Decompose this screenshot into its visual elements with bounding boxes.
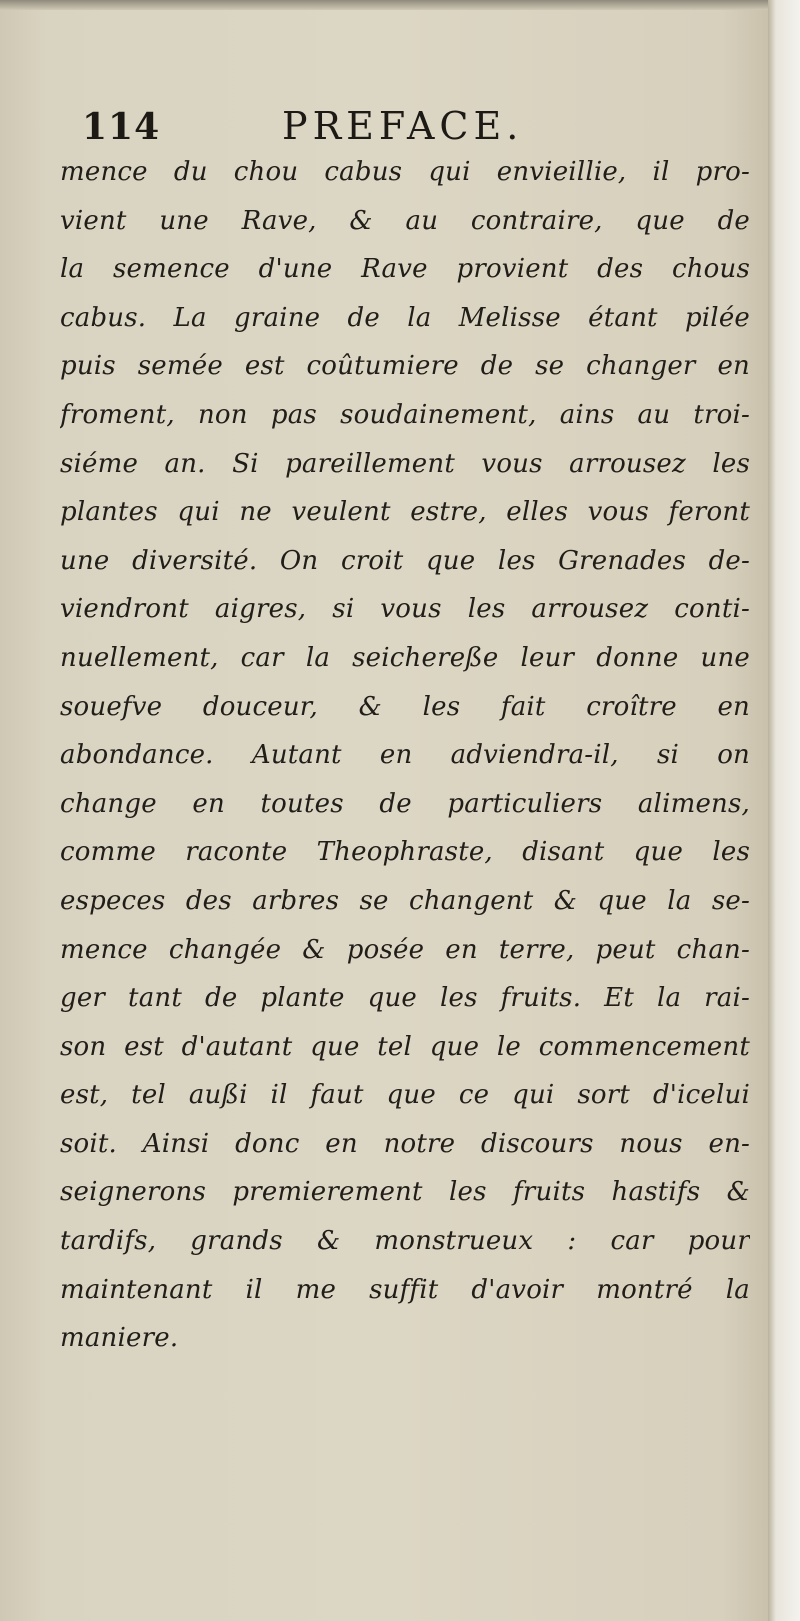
page-header (82, 104, 722, 150)
text-line: la semence d'une Rave provient des chous (60, 254, 750, 285)
text-line: maniere. (60, 1323, 179, 1354)
text-line: soit. Ainsi donc en notre discours nous en- (60, 1128, 750, 1159)
page-edge (768, 0, 800, 1621)
text-line: son est d'autant que tel que le commencement (60, 1031, 750, 1062)
page-number: 114 (82, 106, 161, 148)
text-line: plantes qui ne veulent estre, elles vous feront (60, 497, 750, 528)
text-line: vient une Rave, & au contraire, que de (60, 205, 750, 236)
text-line: est, tel außi il faut que ce qui sort d'icelui (60, 1080, 750, 1111)
text-line: especes des arbres se changent & que la se- (60, 885, 750, 916)
text-line: ger tant de plante que les fruits. Et la rai- (60, 983, 750, 1014)
text-line: seignerons premierement les fruits hastifs & (60, 1177, 750, 1208)
text-line: siéme an. Si pareillement vous arrousez les (60, 448, 750, 479)
text-line: froment, non pas soudainement, ains au troi- (60, 399, 750, 430)
text-line: maintenant il me suffit d'avoir montré la (60, 1274, 750, 1305)
text-line: mence du chou cabus qui envieillie, il pro- (60, 157, 750, 187)
text-line: cabus. La graine de la Melisse étant pilée (60, 302, 750, 333)
text-line: puis semée est coûtumiere de se changer en (60, 351, 750, 382)
body-text (60, 148, 750, 1363)
text-line: mence changée & posée en terre, peut chan- (60, 934, 750, 965)
text-line: viendront aigres, si vous les arrousez conti- (60, 594, 750, 625)
text-line: tardifs, grands & monstrueux : car pour (60, 1226, 750, 1257)
running-head: PREFACE. (282, 104, 524, 148)
text-line: une diversité. On croit que les Grenades de- (60, 545, 750, 576)
text-line: comme raconte Theophraste, disant que les (60, 837, 750, 868)
text-line: change en toutes de particuliers alimens, (60, 788, 750, 819)
text-line: nuellement, car la seichereße leur donne une (60, 642, 750, 673)
text-line: abondance. Autant en adviendra-il, si on (60, 740, 750, 771)
text-line: souefve douceur, & les fait croître en (60, 691, 750, 722)
